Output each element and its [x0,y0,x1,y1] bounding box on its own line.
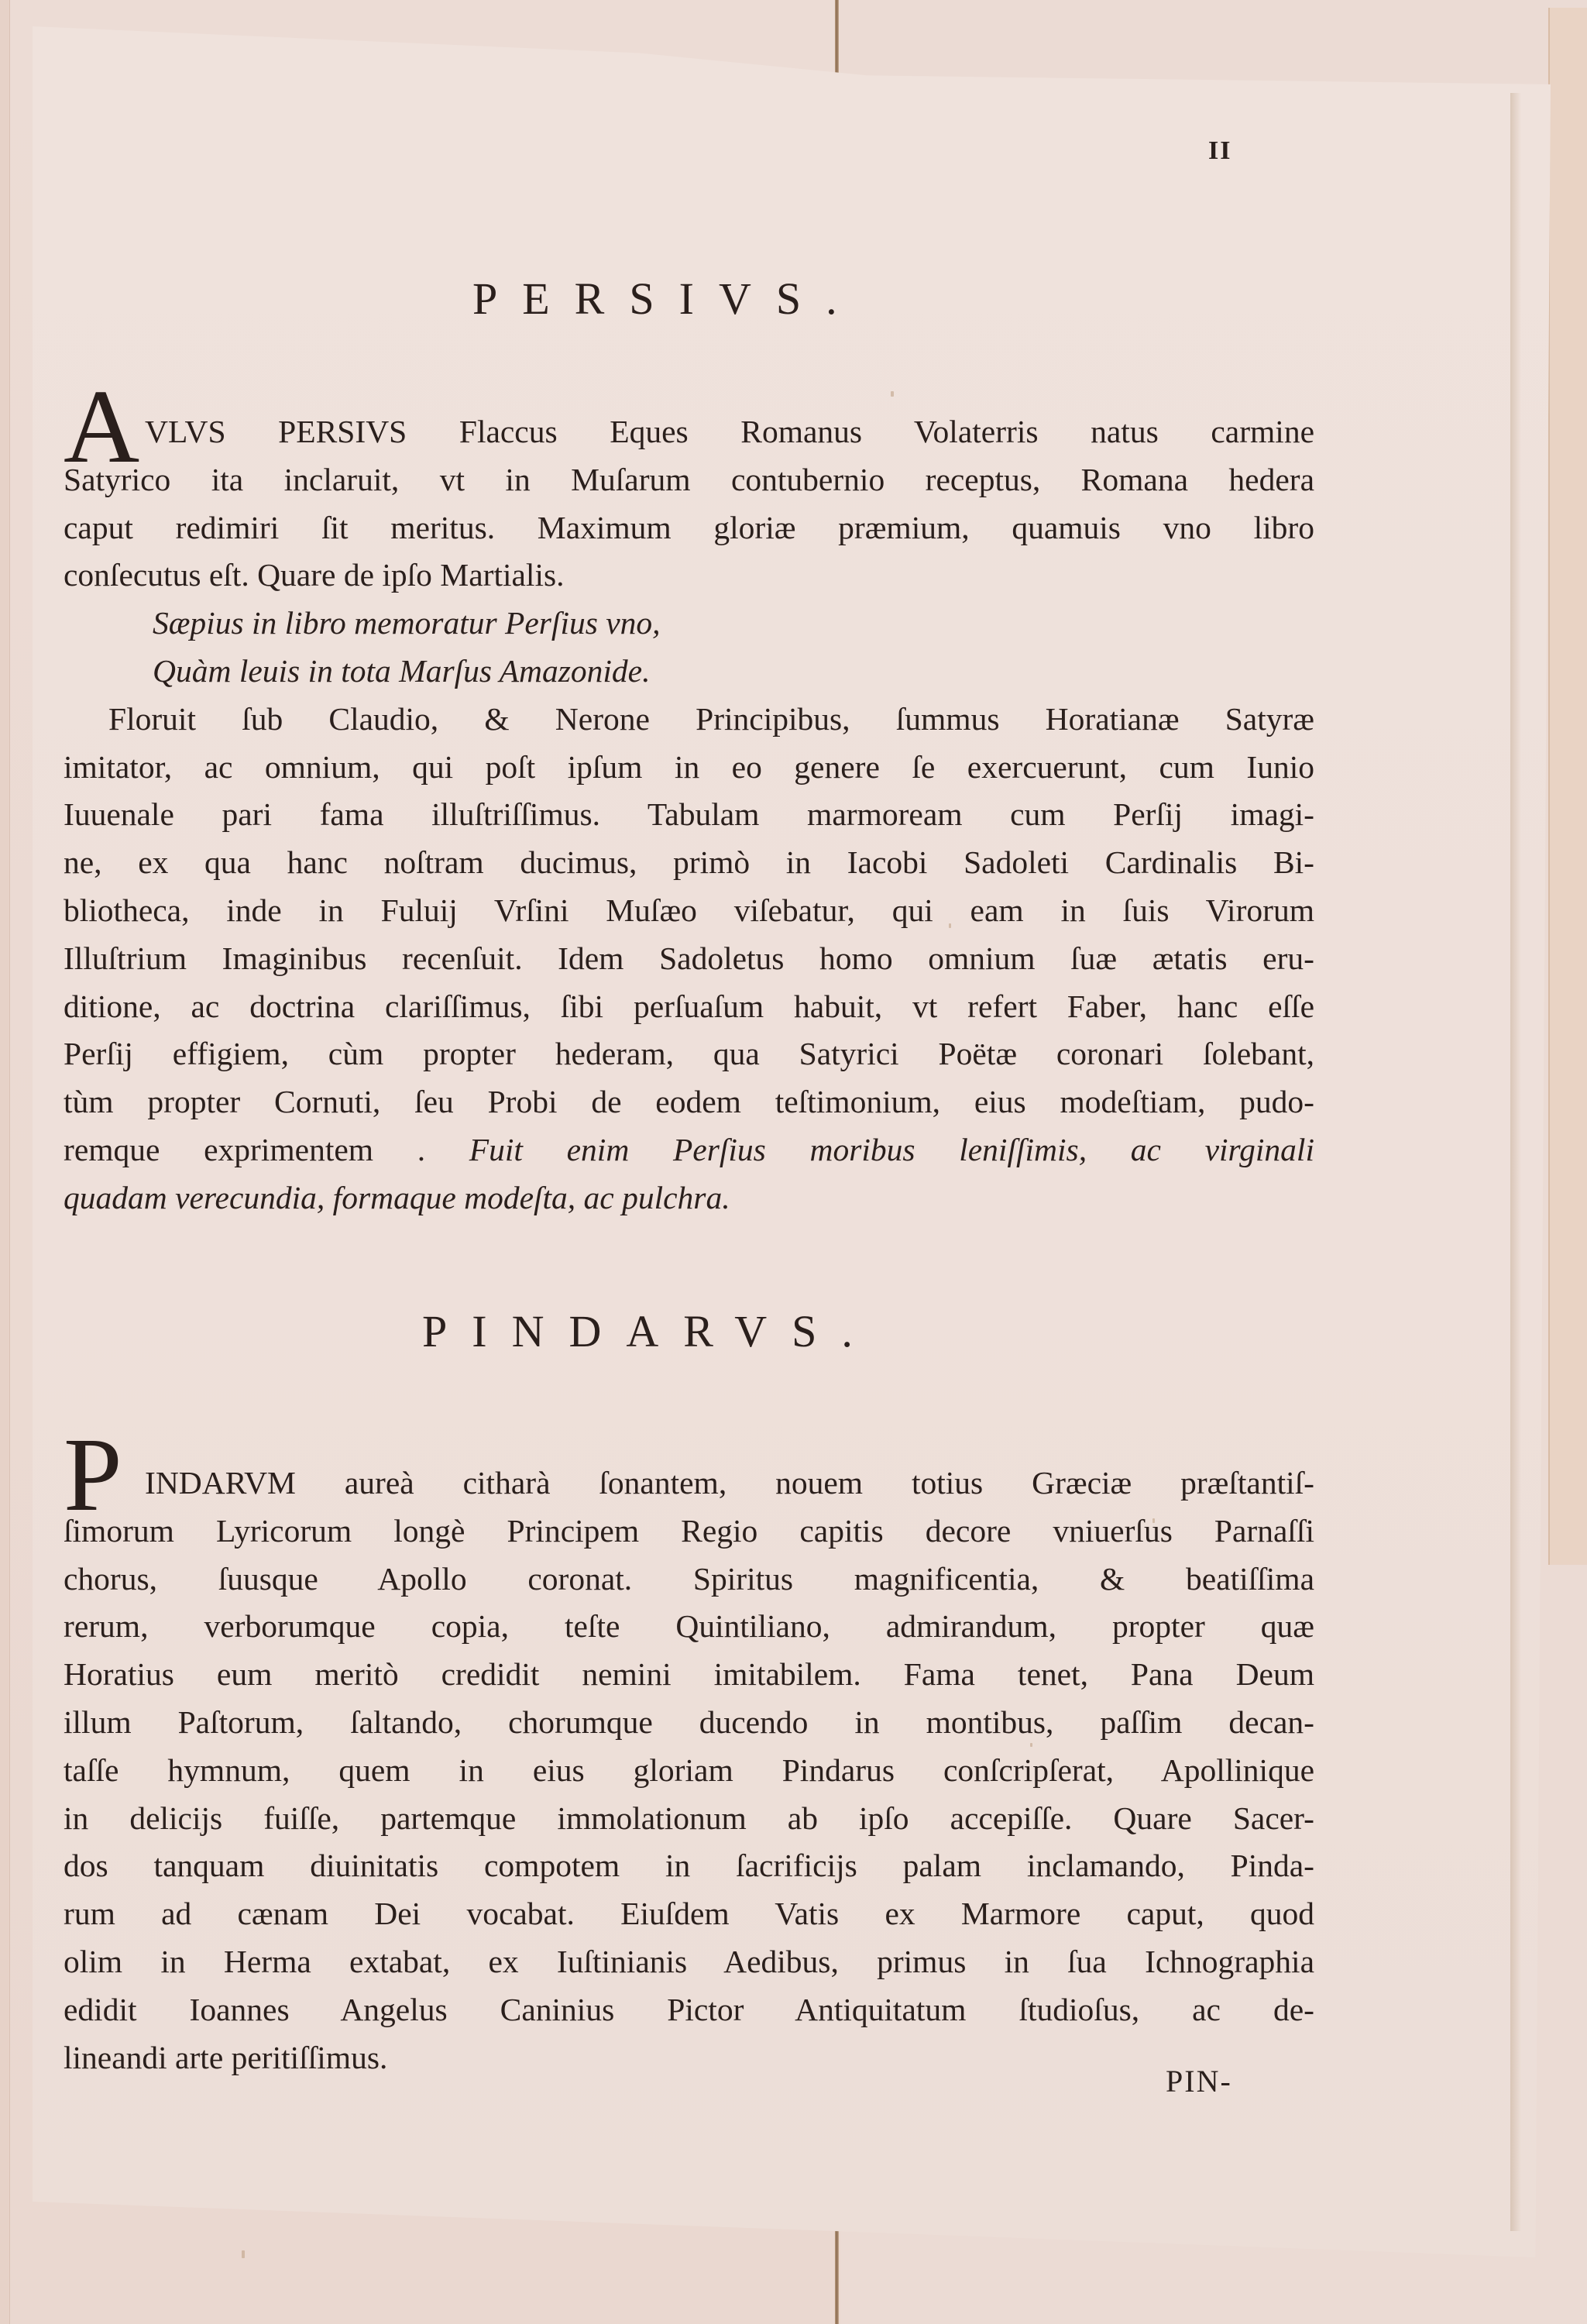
section-pindarus-body [64,1417,1314,2082]
text-line: ne, ex qua hanc noſtram ducimus, primò in Iacobi Sadoleti Cardinalis Bi- [64,844,1314,881]
verse-quote-line: Sæpius in libro memoratur Perſius vno, [153,605,661,641]
text-line: conſecutus eſt. Quare de ipſo Martialis. [64,557,565,593]
text-line: edidit Ioannes Angelus Caninius Pictor Antiquitatum ſtudioſus, ac de- [64,1991,1314,2027]
text-line: rum ad cænam Dei vocabat. Eiuſdem Vatis ex Marmore caput, quod [64,1896,1314,1932]
text-italic-quote: Fuit enim Perſius moribus leniſſimis, ac virginali [469,1131,1314,1167]
page-number: II [1208,136,1232,165]
text-line: Floruit ſub Claudio, & Nerone Principibus, ſummus Horatianæ Satyræ [108,700,1314,737]
text-line: INDARVM aureà citharà ſonantem, nouem totius Græciæ præſtantiſ- [145,1465,1314,1501]
sheet-edge-shadow [1510,93,1521,2231]
text-line: in delicijs fuiſſe, partemque immolationum ab ipſo accepiſſe. Quare Sacer- [64,1800,1314,1836]
section-heading-pindarus: PINDARVS. [422,1306,878,1356]
text-line: illum Paſtorum, ſaltando, chorumque ducendo in montibus, paſſim decan- [64,1703,1314,1740]
underlying-page-edge-right [1548,8,1587,1565]
text-italic-quote: quadam verecundia, formaque modeſta, ac pulchra. [64,1179,730,1215]
text-line: lineandi arte peritiſſimus. [64,2039,388,2075]
text-line: Satyrico ita inclaruit, vt in Muſarum contubernio receptus, Romana hedera [64,461,1314,497]
text-line: olim in Herma extabat, ex Iuſtinianis Aedibus, primus in ſua Ichnographia [64,1943,1314,1979]
text-line: VLVS PERSIVS Flaccus Eques Romanus Volaterris natus carmine [145,414,1314,449]
text-line: ditione, ac doctrina clariſſimus, ſibi perſuaſum habuit, vt refert Faber, hanc eſſe [64,988,1314,1024]
text-line: caput redimiri ſit meritus. Maximum gloriæ præmium, quamuis vno libro [64,509,1314,545]
text-line: ſimorum Lyricorum longè Principem Regio capitis decore vniuerſus Parnaſſi [64,1512,1314,1549]
underlying-page-edge-left [0,0,10,2324]
drop-cap-p: P [64,1417,122,1533]
text-line: imitator, ac omnium, qui poſt ipſum in eo genere ſe exercuerunt, cum Iunio [64,748,1314,785]
drop-cap-a: A [64,369,140,485]
text-line: taſſe hymnum, quem in eius gloriam Pindarus conſcripſerat, Apollinique [64,1752,1314,1788]
text-roman: remque exprimentem . [64,1131,426,1167]
text-line: Iuuenale pari fama illuſtriſſimus. Tabulam marmoream cum Perſij imagi- [64,796,1314,833]
text-line: dos tanquam diuinitatis compotem in ſacrificijs palam inclamando, Pinda- [64,1848,1314,1884]
section-heading-persius: PERSIVS. [472,273,862,324]
text-line: tùm propter Cornuti, ſeu Probi de eodem teſtimonium, eius modeſtiam, pudo- [64,1084,1314,1120]
text-line: rerum, verborumque copia, teſte Quintiliano, admirandum, propter quæ [64,1608,1314,1645]
text-line: bliotheca, inde in Fuluij Vrſini Muſæo viſebatur, qui eam in ſuis Virorum [64,892,1314,928]
section-persius-body [64,369,1314,1222]
text-line: Horatius eum meritò credidit nemini imitabilem. Fama tenet, Pana Deum [64,1656,1314,1693]
verse-quote-line: Quàm leuis in tota Marſus Amazonide. [153,652,651,689]
text-line: Perſij effigiem, cùm propter hederam, qua Satyrici Poëtæ coronari ſolebant, [64,1036,1314,1072]
text-line: Illuſtrium Imaginibus recenſuit. Idem Sadoletus homo omnium ſuæ ætatis eru- [64,940,1314,976]
catchword: PIN- [1166,2064,1232,2099]
text-line-mixed [64,1126,1314,1174]
text-line: chorus, ſuusque Apollo coronat. Spiritus magnificentia, & beatiſſima [64,1560,1314,1597]
